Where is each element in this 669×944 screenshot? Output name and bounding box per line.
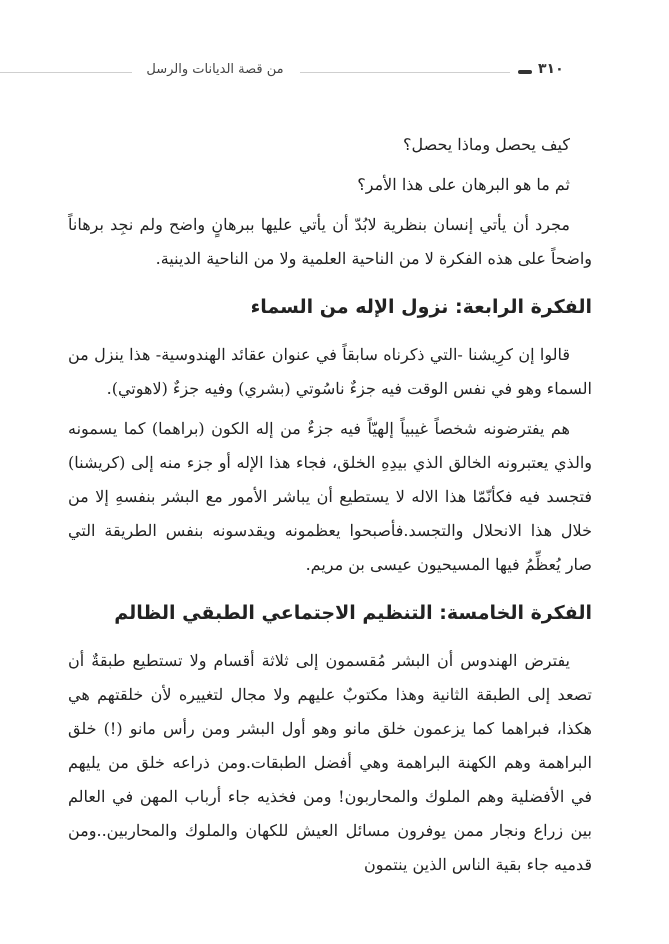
running-title: من قصة الديانات والرسل	[146, 62, 284, 77]
paragraph-castes: يفترض الهندوس أن البشر مُقسمون إلى ثلاثة أقسام ولا تستطيع طبقةٌ أن تصعد إلى الطبقة الثانية وهذا مكتوبٌ عليهم ولا مجال لتغييره لأن خلقتهم هي هكذا، فبراهما كما يزعمون خلق مانو وهو أول البشر ومن رأس مانو (!) خلق البراهمة وهم الكهنة البراهمة وهي أفضل الطبقات.ومن ذراعه خلق من يليهم في الأفضلية وهم الملوك والمحاربون! ومن فخذيه جاء أرباب المهن في العالم بين زراع ونجار ممن يوفرون مسائل العيش للكهان والملوك والمحاربين..ومن قدميه جاء بقية الناس الذين ينتمون	[68, 651, 592, 874]
section-heading-fourth-idea: الفكرة الرابعة: نزول الإله من السماء	[250, 296, 592, 318]
header-dash-ornament	[518, 70, 532, 74]
page-number: ٣١٠	[538, 61, 564, 77]
question-1: كيف يحصل وماذا يحصل؟	[402, 135, 570, 154]
page-body	[68, 128, 592, 882]
section-heading-fifth-idea: الفكرة الخامسة: التنظيم الاجتماعي الطبقي الظالم	[114, 602, 592, 624]
page-header	[0, 60, 669, 84]
question-2: ثم ما هو البرهان على هذا الأمر؟	[357, 175, 570, 194]
header-rule-left	[0, 72, 132, 73]
paragraph-incarnation: هم يفترضونه شخصاً غيبياً إلهيّاً فيه جزءٌ من إله الكون (براهما) كما يسمونه والذي يعتبرونه الخالق الذي بيدِهِ الخلق، فجاء هذا الإله أو جزء منه إلى (كريشنا) فتجسد فيه فكأنّمّا هذا الاله لا يستطيع أن يباشر الأمور مع البشر بنفسهِ إلا من خلال هذا الانحلال والتجسد.فأصبحوا يعظمونه ويقدسونه بنفس الطريقة التي صار يُعظِّمُ فيها المسيحيون عيسى بن مريم.	[68, 419, 592, 574]
paragraph-krishna: قالوا إن كرِيشنا -التي ذكرناه سابقاً في عنوان عقائد الهندوسية- هذا ينزل من السماء وهو في نفس الوقت فيه جزءٌ ناسُوتي (بشري) وفيه جزءٌ (لاهوتي).	[68, 345, 592, 398]
paragraph-proof: مجرد أن يأتي إنسان بنظرية لابُدّ أن يأتي عليها ببرهانٍ واضح ولم نجِد برهاناً واضحاً على هذه الفكرة لا من الناحية العلمية ولا من الناحية الدينية.	[68, 215, 592, 268]
header-rule-middle	[300, 72, 510, 73]
